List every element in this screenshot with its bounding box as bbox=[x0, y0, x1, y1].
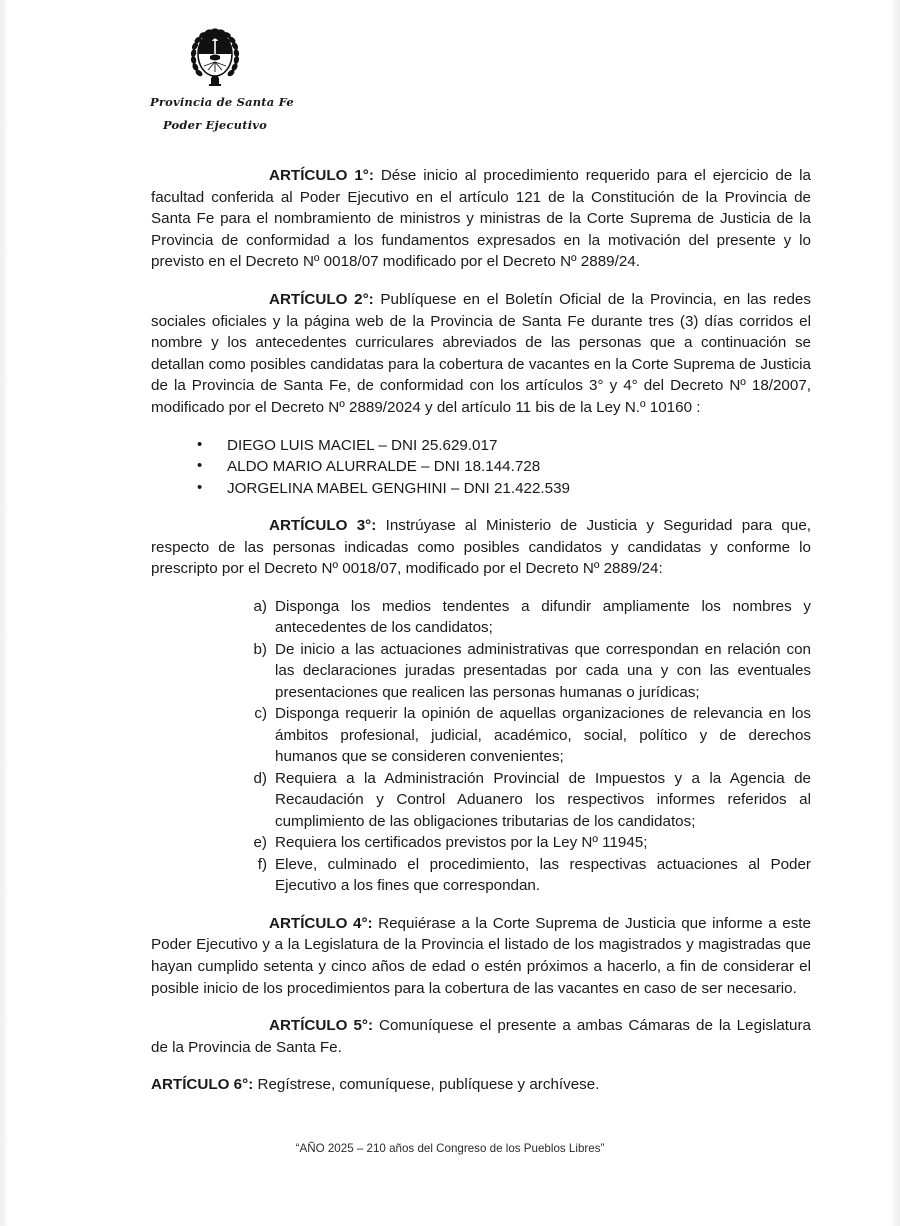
list-item bbox=[243, 832, 811, 854]
article-5-label: ARTÍCULO 5°: bbox=[269, 1017, 374, 1035]
letterhead-province: Provincia de Santa Fe bbox=[150, 95, 294, 109]
item-text: Requiera los certificados previstos por la Ley Nº 11945; bbox=[275, 834, 648, 852]
list-item bbox=[197, 456, 811, 478]
list-item bbox=[243, 854, 811, 897]
candidate-list bbox=[151, 435, 811, 500]
list-item bbox=[197, 435, 811, 457]
article-4-text: Requiérase a la Corte Suprema de Justicia que informe a este Poder Ejecutivo y a la Legislatura de la Provincia el listado de los magistrados y magistradas que hayan cumplido setenta y cinco años de edad o estén próximos a hacerlo, a fin de considerar el posible inicio de los procedimientos para la cobertura de las vacantes en caso de ser necesario. bbox=[151, 914, 811, 997]
item-text: Disponga requerir la opinión de aquellas organizaciones de relevancia en los ámbitos profesional, judicial, académico, social, político y de derechos humanos que se consideren convenientes; bbox=[275, 705, 811, 766]
argentina-coat-of-arms-icon bbox=[186, 26, 244, 88]
item-text: De inicio a las actuaciones administrativas que correspondan en relación con las declaraciones juradas presentadas por cada una y con las eventuales presentaciones que realicen las personas humanas o jurídicas; bbox=[275, 640, 811, 701]
letterhead bbox=[150, 26, 294, 132]
article-6-text: Regístrese, comuníquese, publíquese y archívese. bbox=[257, 1076, 600, 1094]
item-marker: d) bbox=[253, 769, 267, 787]
article-5-text: Comuníquese el presente a ambas Cámaras de la Legislatura de la Provincia de Santa Fe. bbox=[151, 1017, 811, 1056]
article-3-subitems bbox=[151, 596, 811, 897]
candidate-name: ALDO MARIO ALURRALDE – DNI 18.144.728 bbox=[227, 458, 541, 476]
item-marker: f) bbox=[257, 855, 267, 873]
candidate-name: DIEGO LUIS MACIEL – DNI 25.629.017 bbox=[227, 436, 498, 454]
list-item bbox=[243, 768, 811, 833]
article-3-text: Instrúyase al Ministerio de Justicia y Seguridad para que, respecto de las personas indicadas como posibles candidatos y candidatas y conforme lo prescripto por el Decreto Nº 0018/07, modificado por el Decreto Nº 2889/24: bbox=[151, 517, 811, 578]
list-item bbox=[243, 703, 811, 768]
article-1-text: Dése inicio al procedimiento requerido para el ejercicio de la facultad conferida al Poder Ejecutivo en el artículo 121 de la Constitución de la Provincia de Santa Fe para el nombramiento de ministros y ministras de la Corte Suprema de Justicia de la Provincia de conformidad a los fundamentos expresados en la motivación del presente y lo previsto en el Decreto Nº 0018/07 modificado por el Decreto Nº 2889/24. bbox=[151, 167, 811, 271]
article-6-label: ARTÍCULO 6°: bbox=[151, 1076, 254, 1094]
article-4 bbox=[151, 913, 811, 999]
item-text: Requiera a la Administración Provincial de Impuestos y a la Agencia de Recaudación y Control Aduanero los respectivos informes referidos al cumplimiento de las obligaciones tributarias de los candidatos; bbox=[275, 769, 811, 830]
list-item bbox=[243, 639, 811, 704]
article-2-label: ARTÍCULO 2°: bbox=[269, 290, 374, 308]
article-3 bbox=[151, 515, 811, 580]
item-text: Eleve, culminado el procedimiento, las respectivas actuaciones al Poder Ejecutivo a los fines que correspondan. bbox=[275, 855, 811, 895]
letterhead-branch: Poder Ejecutivo bbox=[162, 118, 268, 132]
scan-edge-left bbox=[0, 0, 8, 1226]
item-marker: b) bbox=[253, 640, 267, 658]
scan-edge-right bbox=[891, 0, 900, 1226]
item-marker: c) bbox=[254, 705, 267, 723]
candidate-name: JORGELINA MABEL GENGHINI – DNI 21.422.539 bbox=[227, 479, 570, 497]
article-1 bbox=[151, 165, 811, 273]
article-5 bbox=[151, 1015, 811, 1058]
article-4-label: ARTÍCULO 4°: bbox=[269, 914, 373, 932]
item-marker: e) bbox=[253, 834, 267, 852]
article-2-text: Publíquese en el Boletín Oficial de la Provincia, en las redes sociales oficiales y la página web de la Provincia de Santa Fe durante tres (3) días corridos el nombre y los antecedentes curriculares abreviados de las personas que a continuación se detallan como posibles candidatas para la cobertura de vacantes en la Corte Suprema de Justicia de la Provincia de Santa Fe, de conformidad con los artículos 3° y 4° del Decreto Nº 18/2007, modificado por el Decreto Nº 2889/2024 y del artículo 11 bis de la Ley N.º 10160 : bbox=[151, 290, 811, 416]
page-footer bbox=[0, 1142, 900, 1155]
article-3-label: ARTÍCULO 3°: bbox=[269, 517, 377, 535]
article-1-label: ARTÍCULO 1°: bbox=[269, 167, 374, 184]
document-body bbox=[151, 165, 811, 1096]
article-6 bbox=[151, 1074, 811, 1096]
item-text: Disponga los medios tendentes a difundir ampliamente los nombres y antecedentes de los candidatos; bbox=[275, 597, 811, 637]
item-marker: a) bbox=[253, 597, 267, 615]
list-item bbox=[243, 596, 811, 639]
article-2 bbox=[151, 289, 811, 419]
footer-text: “AÑO 2025 – 210 años del Congreso de los Pueblos Libres” bbox=[295, 1142, 605, 1155]
list-item bbox=[197, 478, 811, 500]
